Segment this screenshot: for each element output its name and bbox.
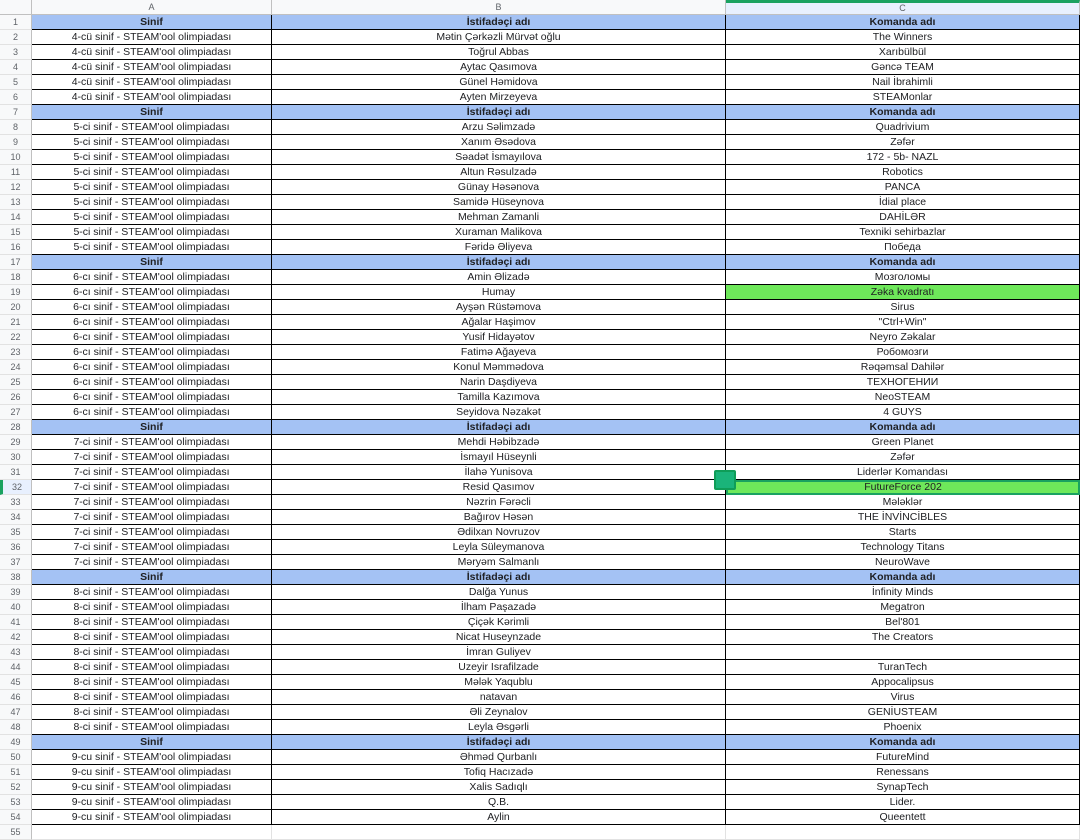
cell-c[interactable]: FutureMind — [726, 750, 1080, 765]
row-number[interactable]: 43 — [0, 645, 32, 660]
table-header-row — [0, 15, 1080, 30]
cell-a[interactable]: Sinif — [32, 570, 272, 585]
table-row — [0, 435, 1080, 450]
table-header-row — [0, 570, 1080, 585]
cell-c[interactable]: THE İNVİNCİBLES — [726, 510, 1080, 525]
cell-a[interactable]: 6-cı sinif - STEAM'ool olimpiadası — [32, 390, 272, 405]
cell-a[interactable]: 7-ci sinif - STEAM'ool olimpiadası — [32, 450, 272, 465]
cell-a[interactable]: 5-ci sinif - STEAM'ool olimpiadası — [32, 225, 272, 240]
cell-c[interactable]: Sirus — [726, 300, 1080, 315]
cell-c[interactable]: Xarıbülbül — [726, 45, 1080, 60]
row-number[interactable]: 52 — [0, 780, 32, 795]
table-row — [0, 510, 1080, 525]
cell-a[interactable]: 5-ci sinif - STEAM'ool olimpiadası — [32, 120, 272, 135]
cell-c[interactable]: ТЕХНОГЕНИИ — [726, 375, 1080, 390]
cell-c[interactable]: Phoenix — [726, 720, 1080, 735]
cell-a[interactable]: 5-ci sinif - STEAM'ool olimpiadası — [32, 240, 272, 255]
cell-c[interactable]: Komanda adı — [726, 735, 1080, 750]
table-row — [0, 30, 1080, 45]
row-number[interactable]: 38 — [0, 570, 32, 585]
table-row — [0, 225, 1080, 240]
table-row — [0, 240, 1080, 255]
table-row — [0, 180, 1080, 195]
table-row — [0, 120, 1080, 135]
cell-b[interactable]: Arzu Səlimzadə — [272, 120, 726, 135]
cell-a[interactable]: 6-cı sinif - STEAM'ool olimpiadası — [32, 315, 272, 330]
cell-b[interactable]: Ayten Mirzeyeva — [272, 90, 726, 105]
row-number[interactable]: 26 — [0, 390, 32, 405]
cell-a[interactable]: 7-ci sinif - STEAM'ool olimpiadası — [32, 435, 272, 450]
cell-c[interactable]: Renessans — [726, 765, 1080, 780]
cell-a[interactable]: 8-ci sinif - STEAM'ool olimpiadası — [32, 645, 272, 660]
row-number[interactable]: 23 — [0, 345, 32, 360]
table-row — [0, 765, 1080, 780]
cell-c[interactable]: GENİUSTEAM — [726, 705, 1080, 720]
cell-c[interactable]: Mələklər — [726, 495, 1080, 510]
cell-a[interactable]: 9-cu sinif - STEAM'ool olimpiadası — [32, 750, 272, 765]
row-number[interactable]: 5 — [0, 75, 32, 90]
cell-c[interactable]: Komanda adı — [726, 570, 1080, 585]
cell-c[interactable]: PANCA — [726, 180, 1080, 195]
row-number[interactable]: 14 — [0, 210, 32, 225]
cell-c[interactable]: STEAMonlar — [726, 90, 1080, 105]
cell-c[interactable]: Robotics — [726, 165, 1080, 180]
row-number[interactable]: 48 — [0, 720, 32, 735]
cell-a[interactable]: 5-ci sinif - STEAM'ool olimpiadası — [32, 135, 272, 150]
cell-c[interactable]: TuranTech — [726, 660, 1080, 675]
cell-a[interactable]: 4-cü sinif - STEAM'ool olimpiadası — [32, 90, 272, 105]
cell-b[interactable]: Məryəm Salmanlı — [272, 555, 726, 570]
cell-c[interactable]: Liderlər Komandası — [726, 465, 1080, 480]
cell-c[interactable]: Lider. — [726, 795, 1080, 810]
cell-c[interactable]: Zəka kvadratı — [726, 285, 1080, 300]
row-number[interactable]: 49 — [0, 735, 32, 750]
cell-b[interactable]: Fatimə Ağayeva — [272, 345, 726, 360]
cell-a[interactable]: 7-ci sinif - STEAM'ool olimpiadası — [32, 465, 272, 480]
row-number[interactable]: 55 — [0, 825, 32, 840]
cell-b[interactable]: Nəzrin Fərəcli — [272, 495, 726, 510]
cell-a[interactable]: 5-ci sinif - STEAM'ool olimpiadası — [32, 195, 272, 210]
cell-b[interactable]: Xuraman Malikova — [272, 225, 726, 240]
cell-c[interactable]: Green Planet — [726, 435, 1080, 450]
cell-a[interactable]: 7-ci sinif - STEAM'ool olimpiadası — [32, 495, 272, 510]
row-number[interactable]: 20 — [0, 300, 32, 315]
cell-b[interactable]: Xanım Əsədova — [272, 135, 726, 150]
cell-a[interactable]: 6-cı sinif - STEAM'ool olimpiadası — [32, 360, 272, 375]
cell-c[interactable]: Komanda adı — [726, 15, 1080, 30]
cell-c[interactable] — [726, 645, 1080, 660]
row-number[interactable]: 41 — [0, 615, 32, 630]
row-number[interactable]: 32 — [0, 480, 32, 495]
row-number[interactable]: 47 — [0, 705, 32, 720]
row-number[interactable]: 42 — [0, 630, 32, 645]
row-number[interactable]: 51 — [0, 765, 32, 780]
cell-c[interactable]: Texniki sehirbazlar — [726, 225, 1080, 240]
cell-b[interactable]: Mehdi Həbibzadə — [272, 435, 726, 450]
table-row — [0, 330, 1080, 345]
cell-b[interactable]: natavan — [272, 690, 726, 705]
table-row — [0, 540, 1080, 555]
table-row — [0, 375, 1080, 390]
table-row — [0, 480, 1080, 495]
cell-b[interactable]: Ayşən Rüstəmova — [272, 300, 726, 315]
row-number[interactable]: 50 — [0, 750, 32, 765]
row-number[interactable]: 19 — [0, 285, 32, 300]
cell-b[interactable]: Günel Həmidova — [272, 75, 726, 90]
table-row — [0, 555, 1080, 570]
cell-b[interactable]: Altun Rəsulzadə — [272, 165, 726, 180]
cell-b[interactable]: Əli Zeynalov — [272, 705, 726, 720]
cell-b[interactable]: İlham Paşazadə — [272, 600, 726, 615]
table-header-row — [0, 105, 1080, 120]
cell-a[interactable]: 6-cı sinif - STEAM'ool olimpiadası — [32, 405, 272, 420]
cell-b[interactable]: İlahə Yunisova — [272, 465, 726, 480]
table-header-row — [0, 420, 1080, 435]
cell-c[interactable]: "Ctrl+Win" — [726, 315, 1080, 330]
select-all-corner[interactable] — [0, 0, 32, 14]
cell-b[interactable]: Əhməd Qurbanlı — [272, 750, 726, 765]
cell-a[interactable]: 4-cü sinif - STEAM'ool olimpiadası — [32, 45, 272, 60]
cell-b[interactable]: Mehman Zamanli — [272, 210, 726, 225]
cell-c[interactable]: Komanda adı — [726, 105, 1080, 120]
table-row — [0, 600, 1080, 615]
cell-a[interactable]: 9-cu sinif - STEAM'ool olimpiadası — [32, 780, 272, 795]
row-number[interactable]: 18 — [0, 270, 32, 285]
table-row — [0, 465, 1080, 480]
cell-b[interactable]: İmran Guliyev — [272, 645, 726, 660]
cell-a[interactable]: 5-ci sinif - STEAM'ool olimpiadası — [32, 210, 272, 225]
table-row — [0, 585, 1080, 600]
cell-b[interactable]: Fəridə Əliyeva — [272, 240, 726, 255]
table-row — [0, 405, 1080, 420]
cell-a[interactable]: 7-ci sinif - STEAM'ool olimpiadası — [32, 540, 272, 555]
table-row — [0, 285, 1080, 300]
row-number[interactable]: 17 — [0, 255, 32, 270]
row-number[interactable]: 31 — [0, 465, 32, 480]
cell-b[interactable]: Çiçək Kərimli — [272, 615, 726, 630]
row-number[interactable]: 35 — [0, 525, 32, 540]
cell-c[interactable]: Queentett — [726, 810, 1080, 825]
cell-b[interactable]: Resid Qasımov — [272, 480, 726, 495]
row-number[interactable]: 37 — [0, 555, 32, 570]
table-row — [0, 210, 1080, 225]
cell-c[interactable]: Virus — [726, 690, 1080, 705]
table-row — [0, 675, 1080, 690]
cell-c[interactable]: 4 GUYS — [726, 405, 1080, 420]
cell-c[interactable]: Komanda adı — [726, 255, 1080, 270]
row-number[interactable]: 33 — [0, 495, 32, 510]
cell-b[interactable]: İstifadəçi adı — [272, 420, 726, 435]
cell-c[interactable]: Megatron — [726, 600, 1080, 615]
cell-b[interactable]: Günay Həsənova — [272, 180, 726, 195]
cell-c[interactable]: Победа — [726, 240, 1080, 255]
cell-b[interactable]: İstifadəçi adı — [272, 255, 726, 270]
table-row — [0, 45, 1080, 60]
cell-c[interactable]: The Creators — [726, 630, 1080, 645]
cell-b[interactable]: Mətin Çərkəzli Mürvət oğlu — [272, 30, 726, 45]
cell-a[interactable]: 6-cı sinif - STEAM'ool olimpiadası — [32, 330, 272, 345]
row-number[interactable]: 9 — [0, 135, 32, 150]
row-number[interactable]: 44 — [0, 660, 32, 675]
column-header-c[interactable]: C — [726, 0, 1080, 14]
cell-c[interactable]: 172 - 5b- NAZL — [726, 150, 1080, 165]
cell-a[interactable]: 6-cı sinif - STEAM'ool olimpiadası — [32, 270, 272, 285]
row-number[interactable]: 1 — [0, 15, 32, 30]
cell-b[interactable]: İstifadəçi adı — [272, 15, 726, 30]
cell-a[interactable]: 4-cü sinif - STEAM'ool olimpiadası — [32, 30, 272, 45]
row-number[interactable]: 11 — [0, 165, 32, 180]
cell-c[interactable]: FutureForce 202 — [726, 480, 1080, 495]
row-number[interactable]: 15 — [0, 225, 32, 240]
cell-a[interactable]: Sinif — [32, 420, 272, 435]
table-row — [0, 660, 1080, 675]
cell-b[interactable]: Seyidova Nəzakət — [272, 405, 726, 420]
cell-c[interactable]: Technology Titans — [726, 540, 1080, 555]
table-row — [0, 165, 1080, 180]
cell-a[interactable]: 5-ci sinif - STEAM'ool olimpiadası — [32, 150, 272, 165]
cell-a[interactable]: 4-cü sinif - STEAM'ool olimpiadası — [32, 75, 272, 90]
row-number[interactable]: 54 — [0, 810, 32, 825]
table-row — [0, 645, 1080, 660]
cell-c[interactable]: The Winners — [726, 30, 1080, 45]
cell-c[interactable]: İdial place — [726, 195, 1080, 210]
cell-c[interactable]: Bel'801 — [726, 615, 1080, 630]
cell-a[interactable]: 8-ci sinif - STEAM'ool olimpiadası — [32, 585, 272, 600]
row-number[interactable]: 34 — [0, 510, 32, 525]
row-number[interactable]: 10 — [0, 150, 32, 165]
row-number[interactable]: 6 — [0, 90, 32, 105]
table-row — [0, 75, 1080, 90]
table-row — [0, 270, 1080, 285]
cell-b[interactable]: Leyla Əsgərli — [272, 720, 726, 735]
cell-b[interactable]: Yusif Hidayətov — [272, 330, 726, 345]
cell-c[interactable]: NeoSTEAM — [726, 390, 1080, 405]
table-row — [0, 705, 1080, 720]
table-row — [0, 690, 1080, 705]
cell-b[interactable]: Nicat Huseynzade — [272, 630, 726, 645]
cell-a[interactable]: 8-ci sinif - STEAM'ool olimpiadası — [32, 615, 272, 630]
row-number[interactable]: 45 — [0, 675, 32, 690]
table-row — [0, 750, 1080, 765]
cell-c[interactable]: Zəfər — [726, 450, 1080, 465]
table-row — [0, 315, 1080, 330]
cell-a[interactable]: 7-ci sinif - STEAM'ool olimpiadası — [32, 510, 272, 525]
cell-c[interactable]: Starts — [726, 525, 1080, 540]
cell-c[interactable]: İnfinity Minds — [726, 585, 1080, 600]
cell-a[interactable]: 6-cı sinif - STEAM'ool olimpiadası — [32, 375, 272, 390]
cell-b[interactable]: Aytac Qasımova — [272, 60, 726, 75]
cell-b[interactable]: Amin Əlizadə — [272, 270, 726, 285]
cell-c[interactable]: Gəncə TEAM — [726, 60, 1080, 75]
table-row — [0, 195, 1080, 210]
column-header-b[interactable]: B — [272, 0, 726, 14]
table-row — [0, 300, 1080, 315]
grid-rows — [0, 15, 1080, 840]
cell-b[interactable]: Səadət İsmayılova — [272, 150, 726, 165]
cell-c[interactable]: Rəqəmsal Dahilər — [726, 360, 1080, 375]
row-number[interactable]: 16 — [0, 240, 32, 255]
cell-b[interactable]: Humay — [272, 285, 726, 300]
cell-b[interactable]: Aylin — [272, 810, 726, 825]
cell-a[interactable]: 8-ci sinif - STEAM'ool olimpiadası — [32, 660, 272, 675]
table-row — [0, 360, 1080, 375]
row-number[interactable]: 4 — [0, 60, 32, 75]
table-row — [0, 60, 1080, 75]
cell-a[interactable]: 8-ci sinif - STEAM'ool olimpiadası — [32, 675, 272, 690]
row-number[interactable]: 24 — [0, 360, 32, 375]
cell-a[interactable]: Sinif — [32, 105, 272, 120]
column-header-a[interactable]: A — [32, 0, 272, 14]
cell-b[interactable]: Mələk Yaqublu — [272, 675, 726, 690]
cell-b[interactable]: İstifadəçi adı — [272, 105, 726, 120]
table-header-row — [0, 735, 1080, 750]
fill-handle[interactable] — [714, 470, 736, 490]
cell-c[interactable]: Zəfər — [726, 135, 1080, 150]
table-row — [0, 810, 1080, 825]
cell-b[interactable]: İstifadəçi adı — [272, 735, 726, 750]
row-number[interactable]: 7 — [0, 105, 32, 120]
cell-a[interactable]: 8-ci sinif - STEAM'ool olimpiadası — [32, 705, 272, 720]
cell-a[interactable]: 5-ci sinif - STEAM'ool olimpiadası — [32, 165, 272, 180]
table-row — [0, 345, 1080, 360]
cell-c[interactable]: Komanda adı — [726, 420, 1080, 435]
table-row — [0, 780, 1080, 795]
cell-a[interactable]: Sinif — [32, 255, 272, 270]
row-number[interactable]: 28 — [0, 420, 32, 435]
row-number[interactable]: 3 — [0, 45, 32, 60]
row-number[interactable]: 13 — [0, 195, 32, 210]
cell-c[interactable]: Neyro Zəkalar — [726, 330, 1080, 345]
cell-b[interactable]: Tofiq Hacızadə — [272, 765, 726, 780]
cell-a[interactable]: 6-cı sinif - STEAM'ool olimpiadası — [32, 300, 272, 315]
cell-a[interactable]: Sinif — [32, 15, 272, 30]
cell-a[interactable]: 9-cu sinif - STEAM'ool olimpiadası — [32, 810, 272, 825]
cell-b[interactable]: Tamilla Kazımova — [272, 390, 726, 405]
cell-c[interactable]: Nail İbrahimli — [726, 75, 1080, 90]
row-number[interactable]: 30 — [0, 450, 32, 465]
row-number[interactable]: 36 — [0, 540, 32, 555]
table-row — [0, 795, 1080, 810]
cell-b[interactable]: Samidə Hüseynova — [272, 195, 726, 210]
row-number[interactable]: 39 — [0, 585, 32, 600]
cell-b[interactable]: Ədilxan Novruzov — [272, 525, 726, 540]
row-number[interactable]: 46 — [0, 690, 32, 705]
table-row — [0, 525, 1080, 540]
cell-b[interactable]: Q.B. — [272, 795, 726, 810]
cell-a[interactable]: 6-cı sinif - STEAM'ool olimpiadası — [32, 285, 272, 300]
table-row — [0, 390, 1080, 405]
cell-a[interactable]: Sinif — [32, 735, 272, 750]
cell-b[interactable]: Bağırov Həsən — [272, 510, 726, 525]
cell-a[interactable]: 8-ci sinif - STEAM'ool olimpiadası — [32, 690, 272, 705]
cell-b[interactable]: İstifadəçi adı — [272, 570, 726, 585]
cell-a[interactable]: 9-cu sinif - STEAM'ool olimpiadası — [32, 765, 272, 780]
table-row — [0, 495, 1080, 510]
row-number[interactable]: 25 — [0, 375, 32, 390]
cell-c[interactable]: Робомозги — [726, 345, 1080, 360]
cell-b[interactable]: İsmayıl Hüseynli — [272, 450, 726, 465]
cell-c[interactable]: Appocalipsus — [726, 675, 1080, 690]
cell-c[interactable]: SynapTech — [726, 780, 1080, 795]
table-row — [0, 630, 1080, 645]
cell-b[interactable]: Narin Daşdiyeva — [272, 375, 726, 390]
table-row — [0, 615, 1080, 630]
column-header-bar — [0, 0, 1080, 15]
cell-b[interactable]: Leyla Süleymanova — [272, 540, 726, 555]
cell-b[interactable]: Xalis Sadıqlı — [272, 780, 726, 795]
cell-b[interactable]: Toğrul Abbas — [272, 45, 726, 60]
cell-a[interactable]: 7-ci sinif - STEAM'ool olimpiadası — [32, 480, 272, 495]
cell-a[interactable]: 5-ci sinif - STEAM'ool olimpiadası — [32, 180, 272, 195]
cell-a[interactable]: 6-cı sinif - STEAM'ool olimpiadası — [32, 345, 272, 360]
cell-a[interactable]: 8-ci sinif - STEAM'ool olimpiadası — [32, 630, 272, 645]
table-header-row — [0, 255, 1080, 270]
cell-a[interactable]: 7-ci sinif - STEAM'ool olimpiadası — [32, 525, 272, 540]
table-row — [0, 720, 1080, 735]
row-number[interactable]: 22 — [0, 330, 32, 345]
cell-a[interactable]: 7-ci sinif - STEAM'ool olimpiadası — [32, 555, 272, 570]
cell-b[interactable]: Ağalar Haşimov — [272, 315, 726, 330]
row-number[interactable]: 12 — [0, 180, 32, 195]
cell-a[interactable]: 9-cu sinif - STEAM'ool olimpiadası — [32, 795, 272, 810]
table-row — [0, 450, 1080, 465]
row-number[interactable]: 8 — [0, 120, 32, 135]
row-number[interactable]: 53 — [0, 795, 32, 810]
table-row — [0, 90, 1080, 105]
table-row — [0, 150, 1080, 165]
cell-a[interactable]: 8-ci sinif - STEAM'ool olimpiadası — [32, 600, 272, 615]
cell-c[interactable]: Мозголомы — [726, 270, 1080, 285]
cell-a[interactable]: 8-ci sinif - STEAM'ool olimpiadası — [32, 720, 272, 735]
cell-c[interactable]: NeuroWave — [726, 555, 1080, 570]
row-number[interactable]: 2 — [0, 30, 32, 45]
cell-b[interactable]: Dalğa Yunus — [272, 585, 726, 600]
cell-a[interactable]: 4-cü sinif - STEAM'ool olimpiadası — [32, 60, 272, 75]
row-number[interactable]: 21 — [0, 315, 32, 330]
row-number[interactable]: 40 — [0, 600, 32, 615]
row-number[interactable]: 27 — [0, 405, 32, 420]
cell-b[interactable]: Uzeyir Israfilzade — [272, 660, 726, 675]
cell-b[interactable]: Konul Məmmədova — [272, 360, 726, 375]
cell-c[interactable]: DAHİLƏR — [726, 210, 1080, 225]
cell-c[interactable]: Quadrivium — [726, 120, 1080, 135]
table-row — [0, 135, 1080, 150]
row-number[interactable]: 29 — [0, 435, 32, 450]
